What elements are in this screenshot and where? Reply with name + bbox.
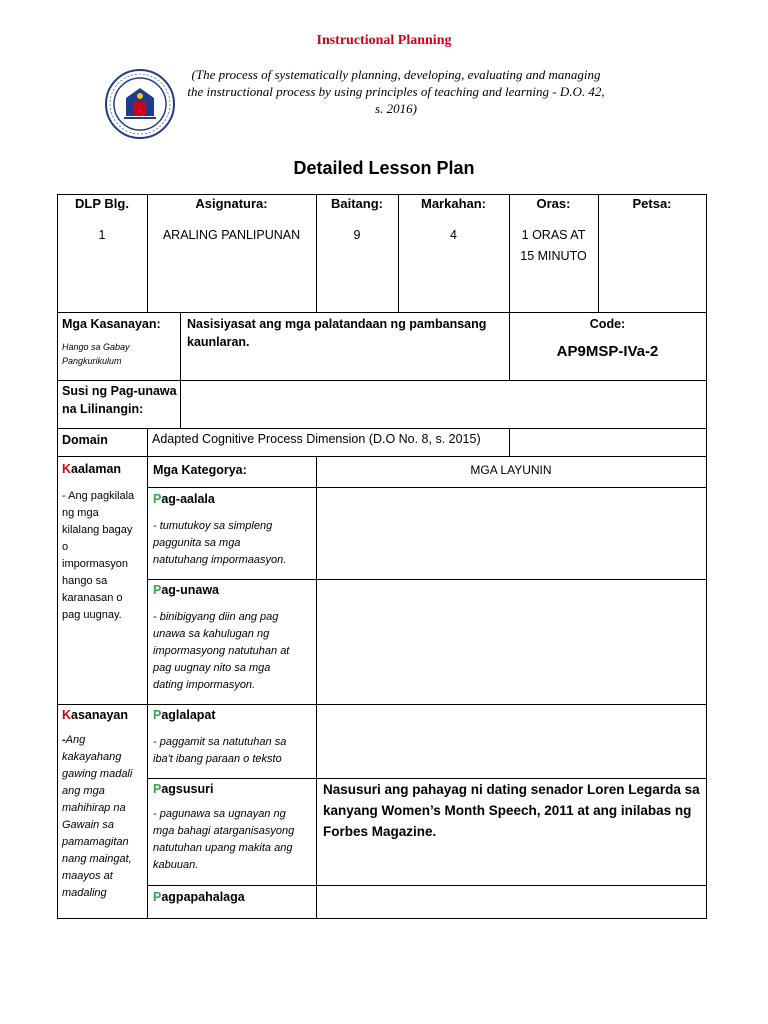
objective-line-2: kanyang Women’s Month Speech, 2011 at ang inilabas ng xyxy=(323,803,692,818)
kasanayan-desc-line: maayos at xyxy=(62,870,113,882)
instructional-planning-definition: (The process of systematically planning, developing, evaluating and managing the instructional process by using principles of teaching and learning - D.O. 42, s. 2016) xyxy=(187,67,605,116)
paglalapat-desc-line: - paggamit sa natutuhan sa xyxy=(153,736,287,748)
asignatura-label: Asignatura: xyxy=(195,196,268,211)
kasanayan-desc-line: mahihirap na xyxy=(62,802,126,814)
pag-unawa-desc-line: unawa sa kahulugan ng xyxy=(153,628,270,640)
kaalaman-desc-line: - Ang pagkilala xyxy=(62,490,135,502)
paglalapat-desc xyxy=(153,734,313,768)
kasanayan-desc-line: kakayahang xyxy=(62,751,122,763)
kaalaman-desc xyxy=(62,488,146,624)
objective-line-3: Forbes Magazine. xyxy=(323,824,437,839)
kasanayan-text-line-1: Nasisiyasat ang mga palatandaan ng pambansang xyxy=(187,317,487,331)
pagsusuri-heading: Pagsusuri xyxy=(153,782,214,796)
markahan-label: Markahan: xyxy=(420,196,487,211)
pagpapahalaga-cell xyxy=(153,888,313,906)
susi-label-line-1: Susi ng Pag-unawa xyxy=(62,384,177,398)
oras-value-line-1: 1 ORAS AT xyxy=(521,228,586,242)
code-label: Code: xyxy=(589,317,626,331)
mga-kasanayan-cell xyxy=(62,315,178,368)
kasanayan-heading: Kasanayan xyxy=(62,708,129,722)
pag-aalala-cell xyxy=(153,490,313,569)
pag-unawa-desc-line: impormasyong natutuhan at xyxy=(153,645,290,657)
mga-layunin-label: MGA LAYUNIN xyxy=(470,463,552,477)
pag-aalala-desc-line: paggunita sa mga xyxy=(153,537,241,549)
pagsusuri-desc-line: - pagunawa sa ugnayan ng xyxy=(153,808,286,820)
mga-kategorya-label: Mga Kategorya: xyxy=(153,463,247,477)
lesson-objective xyxy=(323,779,706,842)
kasanayan-desc-line: nang maingat, xyxy=(62,853,132,865)
baitang-value: 9 xyxy=(353,228,361,242)
pag-unawa-heading: Pag-unawa xyxy=(153,583,219,597)
kasanayan-text xyxy=(187,315,505,351)
pag-aalala-desc-line: natutuhang impormaasyon. xyxy=(153,554,287,566)
asignatura-value: ARALING PANLIPUNAN xyxy=(162,228,301,242)
code-value: AP9MSP-IVa-2 xyxy=(556,343,659,360)
mga-kasanayan-label: Mga Kasanayan: xyxy=(62,317,161,331)
pagsusuri-cell xyxy=(153,780,313,874)
kaalaman-desc-line: ng mga xyxy=(62,507,99,519)
dlp-value: 1 xyxy=(98,228,106,242)
paglalapat-desc-line: iba't ibang paraan o teksto xyxy=(153,753,282,765)
domain-label: Domain xyxy=(62,433,108,447)
pag-unawa-cell xyxy=(153,581,313,694)
kasanayan-desc-line: madaling xyxy=(62,887,107,899)
kaalaman-desc-line: o xyxy=(62,541,69,553)
kaalaman-desc-line: pag uugnay. xyxy=(62,609,122,621)
markahan-value: 4 xyxy=(450,228,457,242)
hango-label-1: Hango sa Gabay xyxy=(62,342,130,352)
hango-label-2: Pangkurikulum xyxy=(62,356,122,366)
pag-unawa-desc-line: dating impormasyon. xyxy=(153,679,256,691)
baitang-label: Baitang: xyxy=(331,196,383,211)
kasanayan-text-line-2: kaunlaran. xyxy=(187,335,250,349)
pagsusuri-desc-line: mga bahagi atarganisasyong xyxy=(153,825,295,837)
dlp-label: DLP Blg. xyxy=(75,196,129,211)
kaalaman-desc-line: hango sa xyxy=(62,575,108,587)
kaalaman-desc-line: impormasyon xyxy=(62,558,129,570)
pag-unawa-desc-line: pag uugnay nito sa mga xyxy=(153,662,271,674)
pag-aalala-desc xyxy=(153,518,313,569)
pag-aalala-heading: Pag-aalala xyxy=(153,492,215,506)
kasanayan-desc-line: Gawain sa xyxy=(62,819,114,831)
kasanayan-desc xyxy=(62,732,146,902)
oras-value-line-2: 15 MINUTO xyxy=(520,249,587,263)
kasanayan-desc-line: -Ang xyxy=(62,734,86,746)
pagsusuri-desc xyxy=(153,806,313,874)
paglalapat-heading: Paglalapat xyxy=(153,708,216,722)
kaalaman-heading: Kaalaman xyxy=(62,462,122,476)
susi-cell xyxy=(62,382,180,418)
kasanayan-desc-line: pamamagitan xyxy=(62,836,129,848)
pagsusuri-desc-line: kabuuan. xyxy=(153,859,199,871)
kasanayan-desc-line: ang mga xyxy=(62,785,105,797)
susi-label-line-2: na Lilinangin: xyxy=(62,402,144,416)
document-title: Detailed Lesson Plan xyxy=(293,158,475,178)
pag-unawa-desc xyxy=(153,609,313,694)
code-cell xyxy=(509,315,706,360)
kaalaman-desc-line: karanasan o xyxy=(62,592,123,604)
objective-line-1: Nasusuri ang pahayag ni dating senador Loren Legarda sa xyxy=(323,782,700,797)
pag-unawa-desc-line: - binibigyang diin ang pag xyxy=(153,611,279,623)
kasanayan-domain-cell xyxy=(62,706,146,902)
kaalaman-cell xyxy=(62,460,146,624)
domain-value: Adapted Cognitive Process Dimension (D.O No. 8, s. 2015) xyxy=(152,432,481,446)
petsa-label: Petsa: xyxy=(632,196,672,211)
header-title: Instructional Planning xyxy=(316,33,452,48)
paglalapat-cell xyxy=(153,706,313,768)
pagpapahalaga-heading: Pagpapahalaga xyxy=(153,890,245,904)
kaalaman-desc-line: kilalang bagay xyxy=(62,524,133,536)
pag-aalala-desc-line: - tumutukoy sa simpleng xyxy=(153,520,273,532)
oras-label: Oras: xyxy=(536,196,571,211)
deped-seal-logo xyxy=(104,68,176,140)
pagsusuri-desc-line: natutuhan upang makita ang xyxy=(153,842,293,854)
oras-value xyxy=(509,225,598,267)
kasanayan-desc-line: gawing madali xyxy=(62,768,133,780)
